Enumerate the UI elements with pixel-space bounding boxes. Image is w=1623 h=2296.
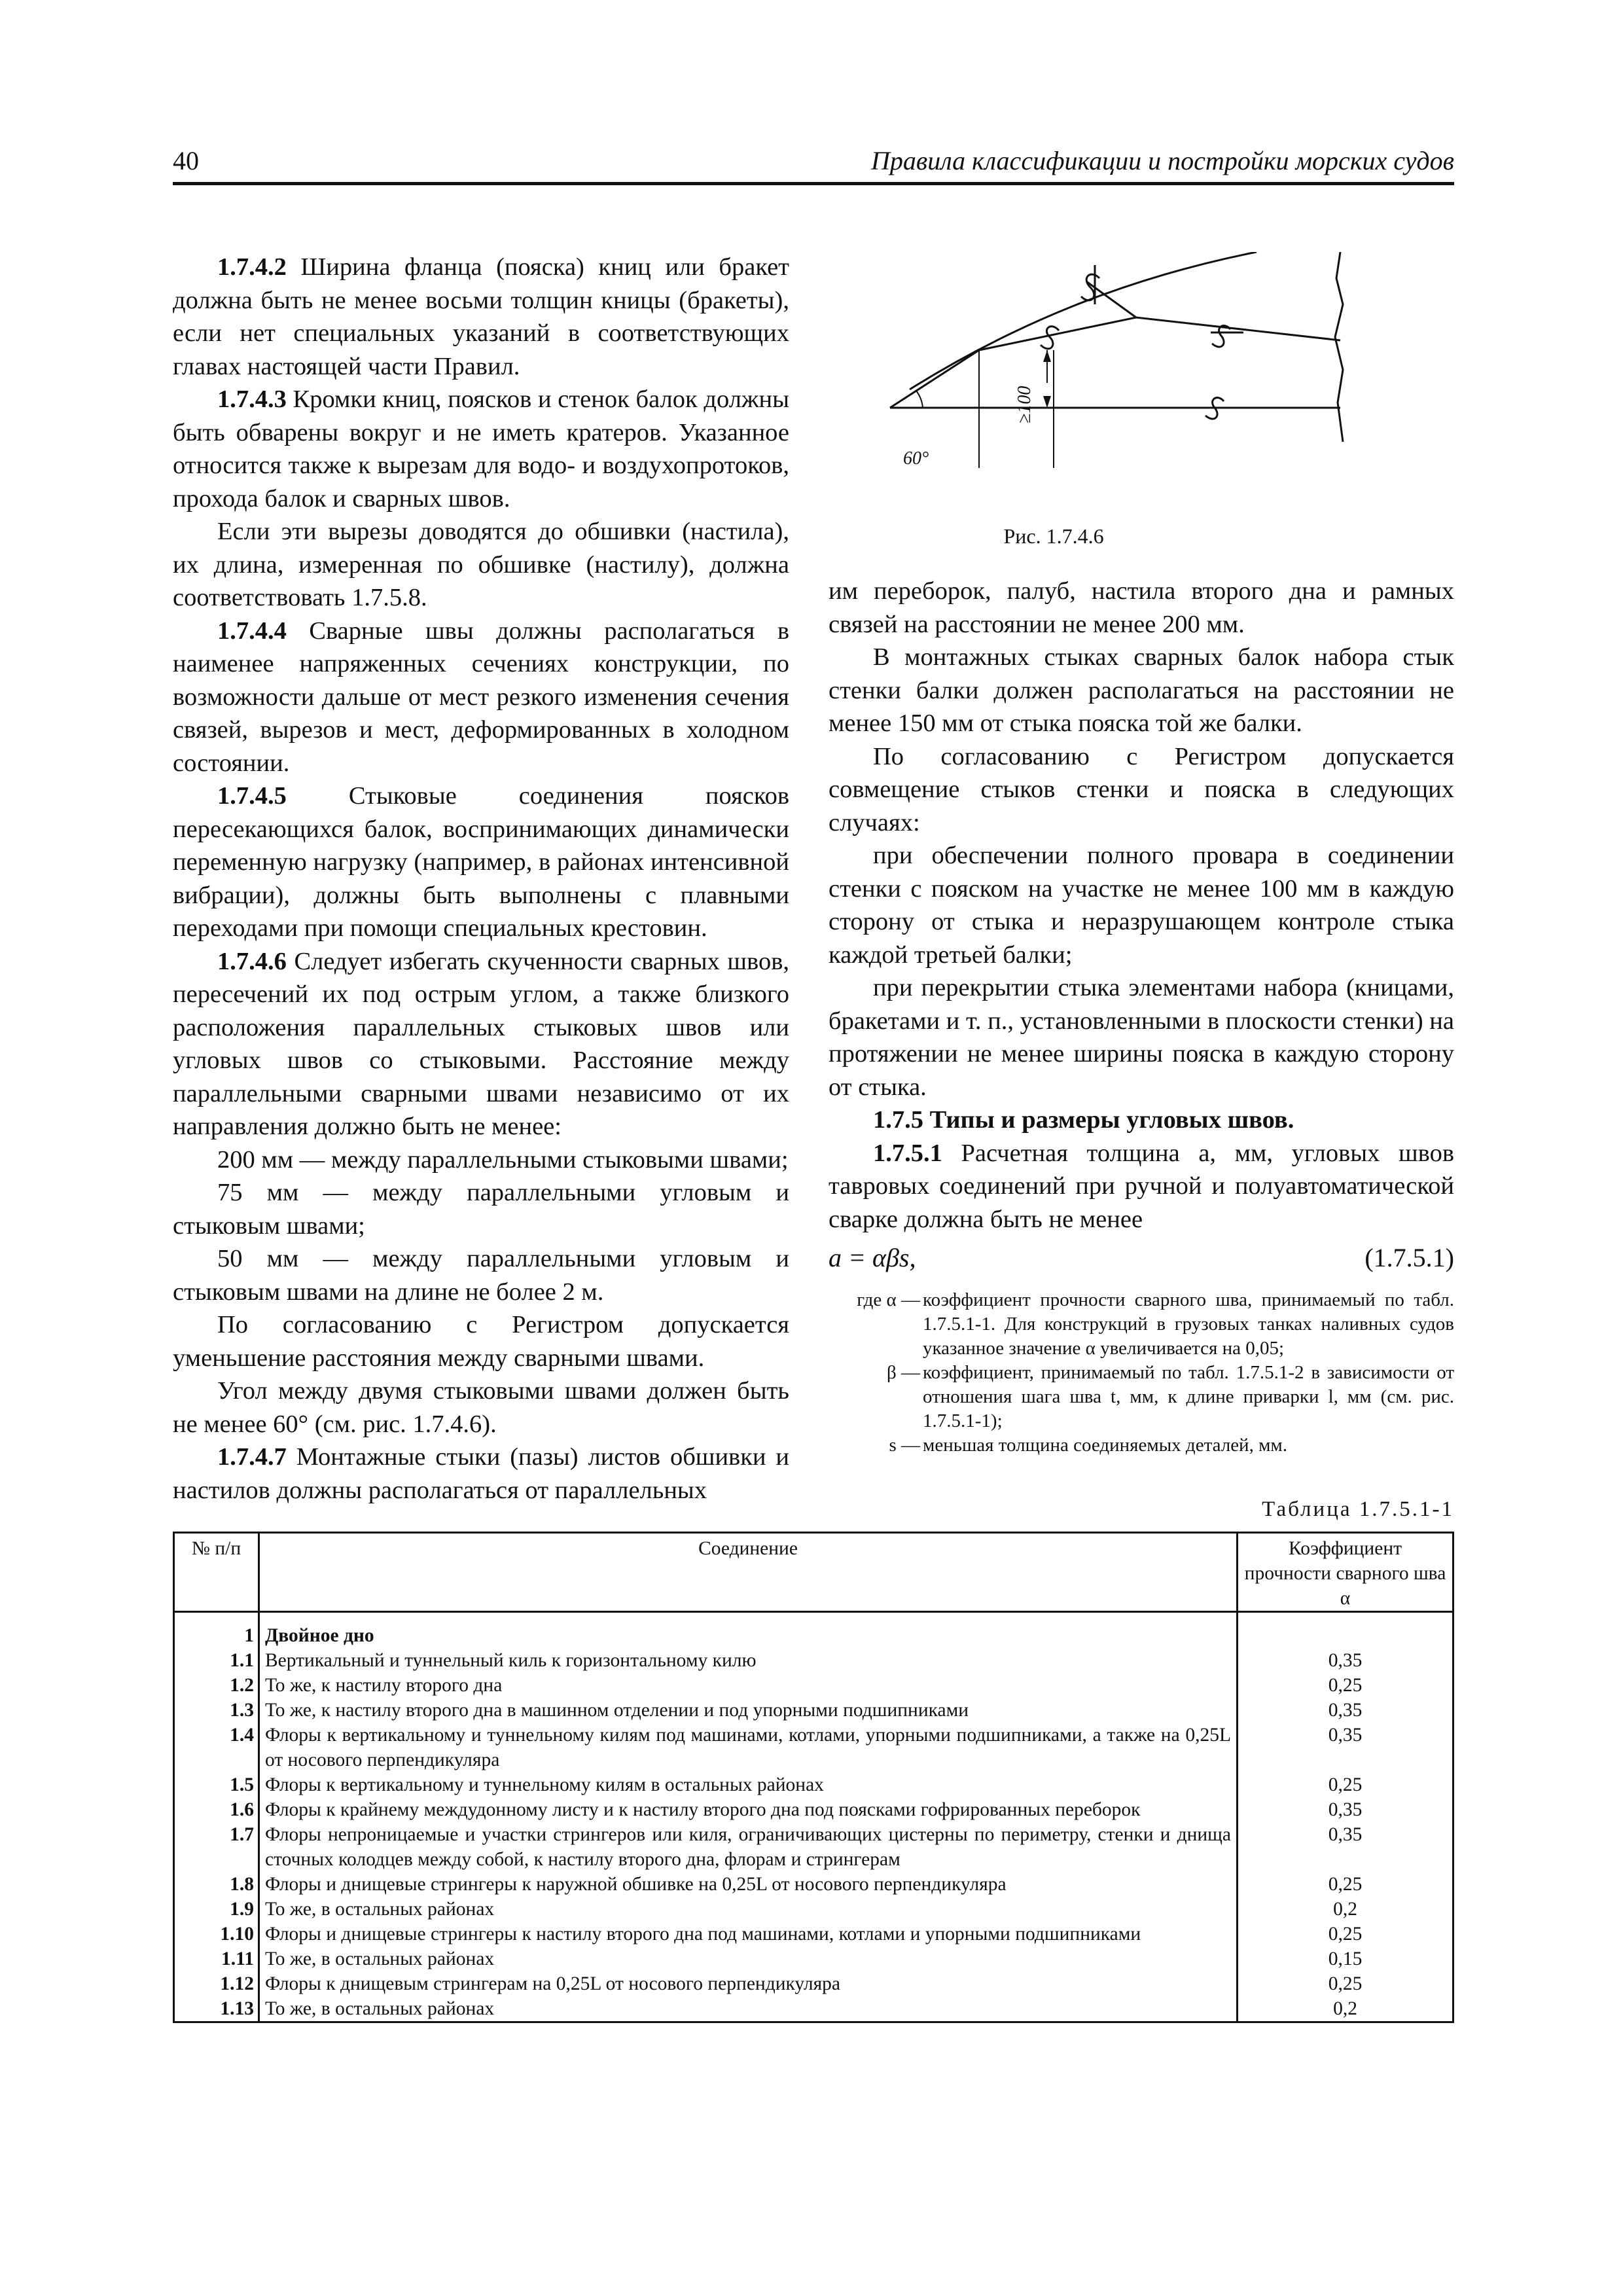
- paragraph-text: им переборок, палуб, настила второго дна и рамных связей на расстоянии не менее 200 мм.: [829, 577, 1454, 638]
- row-coefficient: 0,15: [1238, 1946, 1454, 1971]
- table-row: [174, 1698, 1454, 1723]
- dimension-label: ≥100: [1014, 386, 1035, 423]
- row-number: 1.1: [174, 1648, 259, 1673]
- weld-seam-diagram: [851, 252, 1454, 520]
- legend-text: коэффициент прочности сварного шва, принимаемый по табл. 1.7.5.1-1. Для конструкций в грузовых танках наливных судов указанное значение α увеличивается на 0,05;: [923, 1289, 1454, 1359]
- row-joint: То же, к настилу второго дна в машинном отделении и под упорными подшипниками: [259, 1698, 1238, 1723]
- paragraph-text: Монтажные стыки (пазы) листов обшивки и настилов должны располагаться от параллельных: [173, 1443, 789, 1504]
- paragraph: [173, 1308, 789, 1374]
- break-line: [1335, 252, 1343, 442]
- paragraph-text: Стыковые соединения поясков пересекающихся балок, воспринимающих динамически переменную нагрузку (например, в районах интенсивной вибрации), должны быть выполнены с плавными переходами при помощи специальных крестовин.: [173, 782, 789, 942]
- table-row: [174, 1612, 1454, 1649]
- row-coefficient: 0,25: [1238, 1971, 1454, 1996]
- paragraph-text: Кромки книц, поясков и стенок балок должны быть обварены вокруг и не иметь кратеров. Указанное относится также к вырезам для водо- и воздухопротоков, прохода балок и сварных швов.: [173, 386, 789, 512]
- row-joint: То же, в остальных районах: [259, 1946, 1238, 1971]
- paragraph-text: Следует избегать скученности сварных швов, пересечений их под острым углом, а также близкого расположения параллельных стыковых швов или угловых швов со стыковыми. Расстояние между параллельными сварными швами независимо от их направления должно быть не менее:: [173, 947, 789, 1140]
- paragraph: [829, 971, 1454, 1103]
- paragraph: [173, 615, 789, 780]
- row-coefficient: 0,2: [1238, 1897, 1454, 1922]
- row-coefficient: 0,35: [1238, 1797, 1454, 1822]
- formula-number: (1.7.5.1): [1364, 1243, 1454, 1272]
- formula-1-7-5-1: [829, 1242, 1454, 1276]
- row-coefficient: 0,35: [1238, 1698, 1454, 1723]
- angle-arc: [916, 391, 923, 408]
- legend-item: [829, 1288, 1454, 1361]
- row-coefficient: 0,25: [1238, 1673, 1454, 1698]
- left-text-column: [173, 251, 789, 1507]
- row-number: 1.6: [174, 1797, 259, 1822]
- diagonal-seam-line: [1086, 281, 1136, 317]
- table-row: [174, 1673, 1454, 1698]
- paragraph: [829, 1103, 1454, 1137]
- row-joint: То же, к настилу второго дна: [259, 1673, 1238, 1698]
- figure-1-7-4-6: [851, 252, 1454, 560]
- paragraph-text: Если эти вырезы доводятся до обшивки (настила), их длина, измеренная по обшивке (настилу), должна соответствовать 1.7.5.8.: [173, 518, 789, 611]
- row-coefficient: 0,25: [1238, 1922, 1454, 1946]
- paragraph-text: при обеспечении полного провара в соединении стенки с пояском на участке не менее 100 мм в каждую сторону от стыка и неразрушающем контроле стыка каждой третьей балки;: [829, 842, 1454, 969]
- paragraph-text: Угол между двумя стыковыми швами должен быть не менее 60° (см. рис. 1.7.4.6).: [173, 1377, 789, 1438]
- coefficient-table: [173, 1532, 1454, 2023]
- section-number: 1.7.5: [873, 1106, 923, 1134]
- table-row: [174, 1648, 1454, 1673]
- angle-label: 60°: [903, 448, 929, 469]
- table-row: [174, 1723, 1454, 1772]
- table-row: [174, 1772, 1454, 1797]
- paragraph: [829, 575, 1454, 641]
- paragraph: [829, 1137, 1454, 1236]
- page-header: [173, 145, 1454, 185]
- paragraph: [173, 251, 789, 383]
- paragraph-text: Ширина фланца (пояска) книц или бракет должна быть не менее восьми толщин кницы (бракеты), если нет специальных указаний в соответствующих главах настоящей части Правил.: [173, 253, 789, 380]
- table-row: [174, 1922, 1454, 1946]
- formula-expression: a = αβs,: [829, 1243, 916, 1272]
- right-text-column: [829, 575, 1454, 1236]
- paragraph-text: 200 мм — между параллельными стыковыми швами;: [217, 1145, 789, 1174]
- row-number: 1.8: [174, 1872, 259, 1897]
- paragraph: [829, 839, 1454, 971]
- column-header-coefficient: Коэффициент прочности сварного шва α: [1238, 1533, 1454, 1612]
- row-number: 1: [174, 1612, 259, 1649]
- angle-edge-line: [890, 350, 979, 408]
- row-number: 1.13: [174, 1996, 259, 2022]
- row-joint: Флоры и днищевые стрингеры к наружной обшивке на 0,25L от носового перпендикуляра: [259, 1872, 1238, 1897]
- row-number: 1.12: [174, 1971, 259, 1996]
- row-coefficient: 0,25: [1238, 1772, 1454, 1797]
- paragraph-text: Сварные швы должны располагаться в наименее напряженных сечениях конструкции, по возможности дальше от мест резкого изменения сечения связей, вырезов и мест, деформированных в холодном состоянии.: [173, 617, 789, 777]
- legend-item: [829, 1361, 1454, 1433]
- page-number: 40: [173, 146, 199, 175]
- table-row: [174, 1797, 1454, 1822]
- row-joint: Двойное дно: [259, 1612, 1238, 1649]
- row-number: 1.11: [174, 1946, 259, 1971]
- legend-symbol: где α —: [857, 1289, 920, 1310]
- row-number: 1.10: [174, 1922, 259, 1946]
- row-joint: То же, в остальных районах: [259, 1897, 1238, 1922]
- paragraph-text: 50 мм — между параллельными угловым и стыковым швами на длине не более 2 м.: [173, 1245, 789, 1306]
- paragraph-text: 75 мм — между параллельными угловым и стыковым швами;: [173, 1179, 789, 1240]
- paragraph-text: В монтажных стыках сварных балок набора стык стенки балки должен располагаться на расстоянии не менее 150 мм от стыка пояска той же балки.: [829, 643, 1454, 737]
- section-number: 1.7.4.7: [217, 1443, 287, 1471]
- row-number: 1.3: [174, 1698, 259, 1723]
- section-number: 1.7.4.2: [217, 253, 287, 281]
- table-row: [174, 1996, 1454, 2022]
- paragraph: [829, 740, 1454, 840]
- row-number: 1.9: [174, 1897, 259, 1922]
- row-coefficient: [1238, 1612, 1454, 1649]
- table-row: [174, 1872, 1454, 1897]
- paragraph-text: Расчетная толщина a, мм, угловых швов тавровых соединений при ручной и полуавтоматической сварке должна быть не менее: [829, 1139, 1454, 1233]
- section-number: 1.7.4.3: [217, 386, 287, 413]
- table-caption: Таблица 1.7.5.1-1: [1262, 1498, 1454, 1521]
- row-number: 1.5: [174, 1772, 259, 1797]
- paragraph-text: По согласованию с Регистром допускается совмещение стыков стенки и пояска в следующих случаях:: [829, 742, 1454, 836]
- table-row: [174, 1971, 1454, 1996]
- paragraph: [173, 1441, 789, 1507]
- row-joint: То же, в остальных районах: [259, 1996, 1238, 2022]
- column-header-joint: Соединение: [259, 1533, 1238, 1612]
- section-number: 1.7.4.4: [217, 617, 287, 645]
- row-joint: Флоры непроницаемые и участки стрингеров или киля, ограничивающих цистерны по периметру, стенки и днища сточных колодцев между собой, к настилу второго дна, флорам и стрингерам: [259, 1822, 1238, 1872]
- column-header-number: № п/п: [174, 1533, 259, 1612]
- section-number: 1.7.4.5: [217, 782, 287, 810]
- row-number: 1.4: [174, 1723, 259, 1772]
- legend-symbol: β —: [886, 1362, 920, 1383]
- paragraph: [173, 515, 789, 615]
- row-number: 1.2: [174, 1673, 259, 1698]
- row-joint: Вертикальный и туннельный киль к горизонтальному килю: [259, 1648, 1238, 1673]
- table-row: [174, 1897, 1454, 1922]
- paragraph-text: По согласованию с Регистром допускается уменьшение расстояния между сварными швами.: [173, 1311, 789, 1372]
- row-coefficient: 0,35: [1238, 1648, 1454, 1673]
- row-joint: Флоры к вертикальному и туннельному килям под машинами, котлами, упорными подшипниками, а также на 0,25L от носового перпендикуляра: [259, 1723, 1238, 1772]
- row-coefficient: 0,2: [1238, 1996, 1454, 2022]
- legend-item: [829, 1433, 1454, 1458]
- table-row: [174, 1946, 1454, 1971]
- paragraph: [173, 1242, 789, 1308]
- legend-text: меньшая толщина соединяемых деталей, мм.: [923, 1435, 1288, 1456]
- section-number: 1.7.5.1: [873, 1139, 942, 1167]
- table-row: [174, 1822, 1454, 1872]
- legend-symbol: s —: [889, 1435, 920, 1456]
- section-number: 1.7.4.6: [217, 947, 287, 975]
- paragraph: [173, 1374, 789, 1441]
- running-title: Правила классификации и постройки морских судов: [870, 146, 1454, 175]
- hull-plating-curve: [910, 252, 1257, 389]
- dimension-arrow: [1043, 396, 1051, 408]
- paragraph-text: при перекрытии стыка элементами набора (кницами, бракетами и т. п., установленными в плоскости стенки) на протяжении не менее ширины пояска в каждую сторону от стыка.: [829, 974, 1454, 1101]
- row-number: 1.7: [174, 1822, 259, 1872]
- row-coefficient: 0,35: [1238, 1723, 1454, 1772]
- paragraph: [173, 383, 789, 515]
- figure-caption: Рис. 1.7.4.6: [1003, 524, 1104, 548]
- row-coefficient: 0,35: [1238, 1822, 1454, 1872]
- paragraph: [829, 641, 1454, 740]
- paragraph: [173, 945, 789, 1143]
- paragraph: [173, 1176, 789, 1242]
- row-joint: Флоры к днищевым стрингерам на 0,25L от носового перпендикуляра: [259, 1971, 1238, 1996]
- row-joint: Флоры к вертикальному и туннельному килям в остальных районах: [259, 1772, 1238, 1797]
- row-joint: Флоры к крайнему междудонному листу и к настилу второго дна под поясками гофрированных переборок: [259, 1797, 1238, 1822]
- table-header-row: [174, 1533, 1454, 1612]
- paragraph: [173, 1143, 789, 1177]
- formula-legend: [829, 1288, 1454, 1458]
- row-joint: Флоры и днищевые стрингеры к настилу второго дна под машинами, котлами и упорными подшипниками: [259, 1922, 1238, 1946]
- dimension-arrow: [1043, 350, 1051, 362]
- paragraph: [173, 780, 789, 945]
- row-coefficient: 0,25: [1238, 1872, 1454, 1897]
- paragraph-text: Типы и размеры угловых швов.: [923, 1106, 1294, 1134]
- legend-text: коэффициент, принимаемый по табл. 1.7.5.1-2 в зависимости от отношения шага шва t, мм, к длине приварки l, мм (см. рис. 1.7.5.1-1);: [923, 1362, 1454, 1431]
